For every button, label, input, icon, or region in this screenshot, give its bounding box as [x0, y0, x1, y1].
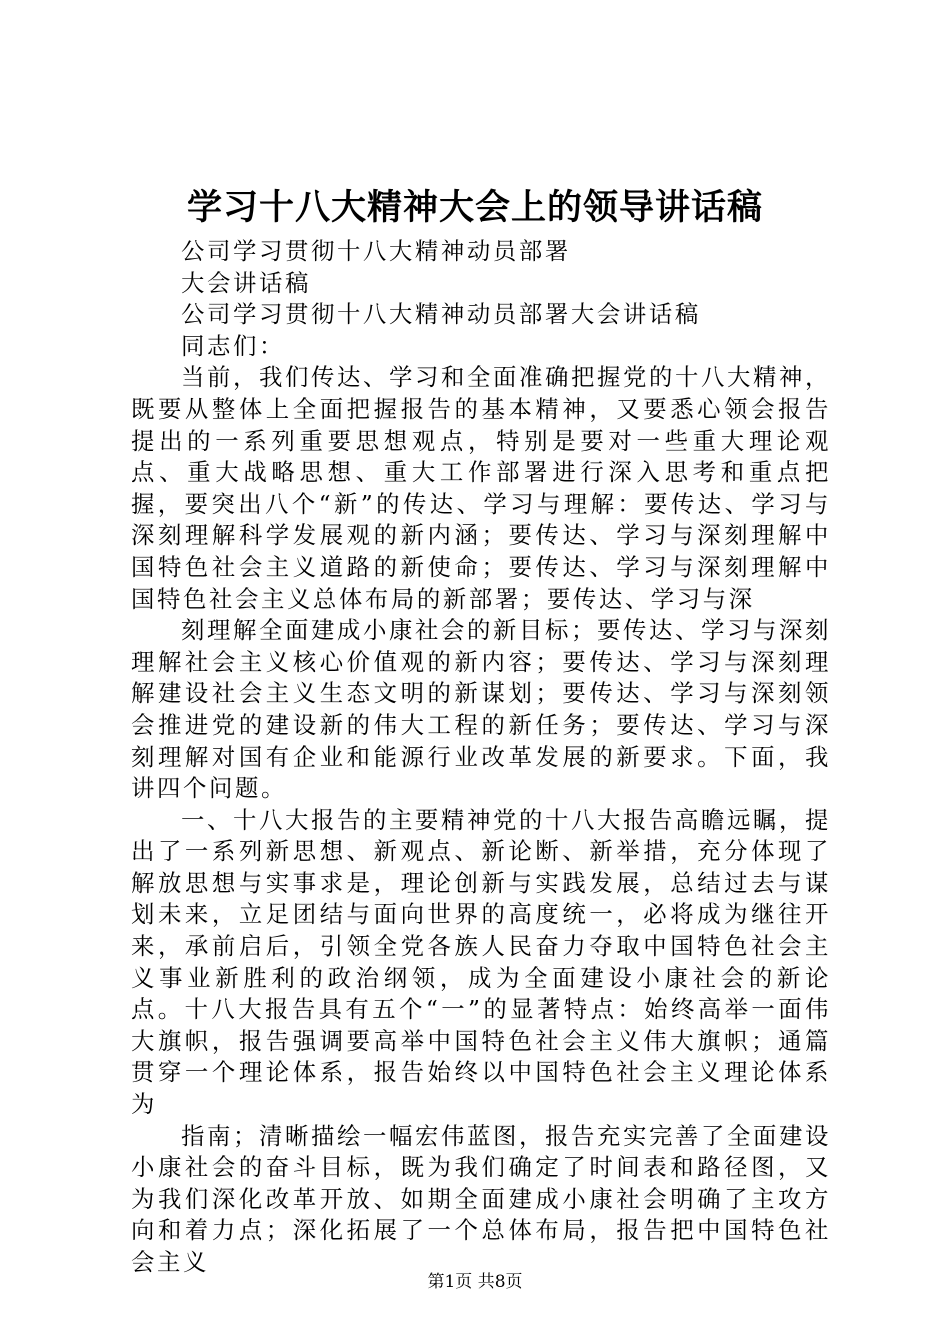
subtitle-line-3: 公司学习贯彻十八大精神动员部署大会讲话稿	[181, 300, 701, 329]
paragraph-1: 当前，我们传达、学习和全面准确把握党的十八大精神，既要从整体上全面把握报告的基本精神，又要悉心领会报告提出的一系列重要思想观点，特别是要对一些重大理论观点、重大战略思想、重大工作部署进行深入思考和重点把握，要突出八个“新”的传达、学习与理解：要传达、学习与深刻理解科学发展观的新内涵；要传达、学习与深刻理解中国特色社会主义道路的新使命；要传达、学习与深刻理解中国特色社会主义总体布局的新部署；要传达、学习与深	[131, 363, 831, 613]
salutation: 同志们：	[181, 331, 285, 360]
subtitle-line-2: 大会讲话稿	[181, 268, 311, 297]
subtitle-line-1: 公司学习贯彻十八大精神动员部署	[181, 237, 571, 265]
paragraph-3: 一、十八大报告的主要精神党的十八大报告高瞻远瞩，提出了一系列新思想、新观点、新论断、新举措，充分体现了解放思想与实事求是，理论创新与实践发展，总结过去与谋划未来，立足团结与面向世界的高度统一，必将成为继往开来，承前启后，引领全党各族人民奋力夺取中国特色社会主义事业新胜利的政治纲领，成为全面建设小康社会的新论点。十八大报告具有五个“一”的显著特点：始终高举一面伟大旗帜，报告强调要高举中国特色社会主义伟大旗帜；通篇贯穿一个理论体系，报告始终以中国特色社会主义理论体系为	[131, 805, 831, 1119]
document-title: 学习十八大精神大会上的领导讲话稿	[186, 187, 763, 228]
page-footer	[0, 1272, 950, 1292]
document-body	[131, 236, 831, 1279]
page-number: 第1页 共8页	[427, 1272, 523, 1292]
paragraph-2: 刻理解全面建成小康社会的新目标；要传达、学习与深刻理解社会主义核心价值观的新内容；要传达、学习与深刻理解建设社会主义生态文明的新谋划；要传达、学习与深刻领会推进党的建设新的伟大工程的新任务；要传达、学习与深刻理解对国有企业和能源行业改革发展的新要求。下面，我讲四个问题。	[131, 616, 831, 803]
paragraph-4: 指南；清晰描绘一幅宏伟蓝图，报告充实完善了全面建设小康社会的奋斗目标，既为我们确定了时间表和路径图，又为我们深化改革开放、如期全面建成小康社会明确了主攻方向和着力点；深化拓展了一个总体布局，报告把中国特色社会主义	[131, 1121, 831, 1276]
